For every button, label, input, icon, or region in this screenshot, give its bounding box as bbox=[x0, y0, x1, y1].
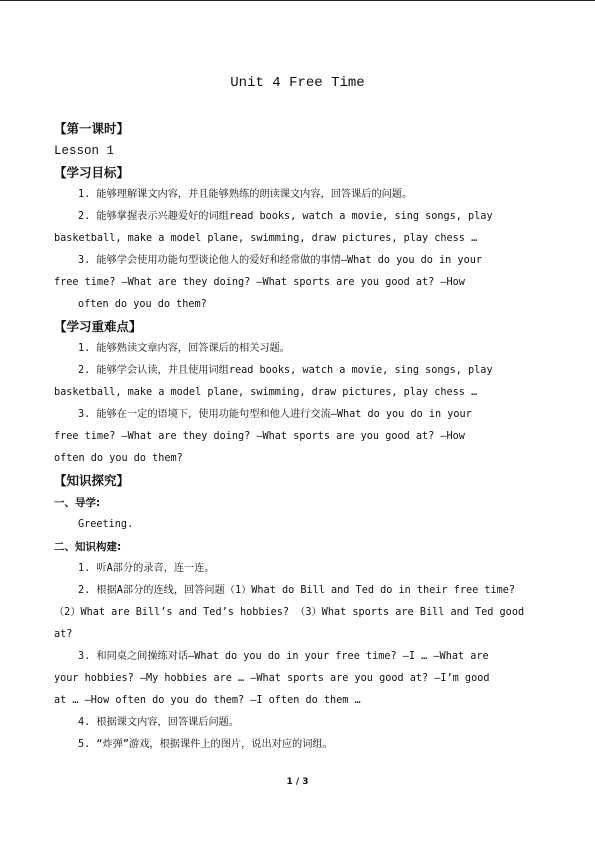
goals-heading: 【学习目标】 bbox=[54, 165, 130, 180]
build-line: 5. “炸弹”游戏，根据课件上的图片，说出对应的词组。 bbox=[78, 739, 333, 750]
build-line: 3. 和同桌之间操练对话—What do you do in your free time? —I … —What are bbox=[78, 651, 489, 662]
key-points-heading: 【学习重难点】 bbox=[54, 319, 142, 334]
build-line: 4. 根据课文内容，回答课后问题。 bbox=[78, 717, 240, 728]
build-line: at … —How often do you do them? —I often do them … bbox=[54, 695, 361, 706]
build-line: 2. 根据A部分的连线，回答问题（1）What do Bill and Ted do in their free time? bbox=[78, 585, 516, 596]
lesson-header: 【第一课时】 bbox=[54, 121, 130, 136]
explore-heading: 【知识探究】 bbox=[54, 473, 130, 488]
build-line: your hobbies? —My hobbies are … —What sports are you good at? —I’m good bbox=[54, 673, 490, 684]
key-points-line: often do you do them? bbox=[54, 453, 183, 464]
key-points-line: 2. 能够学会认读，并且使用词组read books, watch a movie, sing songs, play bbox=[78, 365, 493, 376]
key-points-line: basketball, make a model plane, swimming, draw pictures, play chess … bbox=[54, 387, 478, 398]
goals-line: 1. 能够理解课文内容，并且能够熟练的朗读课文内容，回答课后的问题。 bbox=[78, 189, 413, 200]
build-line: at? bbox=[54, 629, 73, 640]
goals-line: 2. 能够掌握表示兴趣爱好的词组read books, watch a movie, sing songs, play bbox=[78, 211, 493, 222]
goals-line: free time? —What are they doing? —What sports are you good at? —How bbox=[54, 277, 465, 288]
key-points-line: 3. 能够在一定的语境下，使用功能句型和他人进行交流—What do you do in your bbox=[78, 409, 472, 420]
document-body bbox=[54, 118, 542, 756]
page-number: 1 / 3 bbox=[286, 777, 309, 787]
build-line: 1. 听A部分的录音，连一连。 bbox=[78, 563, 215, 574]
key-points-line: 1. 能够熟读文章内容，回答课后的相关习题。 bbox=[78, 343, 290, 354]
document-title: Unit 4 Free Time bbox=[230, 75, 365, 91]
lesson-name: Lesson 1 bbox=[54, 144, 115, 158]
guide-heading: 一、导学: bbox=[54, 497, 101, 509]
build-heading: 二、知识构建: bbox=[54, 541, 122, 553]
goals-line: 3. 能够学会使用功能句型谈论他人的爱好和经常做的事情—What do you do in your bbox=[78, 255, 482, 266]
key-points-line: free time? —What are they doing? —What sports are you good at? —How bbox=[54, 431, 465, 442]
build-line: （2）What are Bill’s and Ted’s hobbies? （3）What sports are Bill and Ted good bbox=[54, 607, 525, 618]
guide-line: Greeting. bbox=[78, 519, 134, 530]
goals-line: basketball, make a model plane, swimming, draw pictures, play chess … bbox=[54, 233, 478, 244]
goals-line: often do you do them? bbox=[78, 299, 207, 310]
